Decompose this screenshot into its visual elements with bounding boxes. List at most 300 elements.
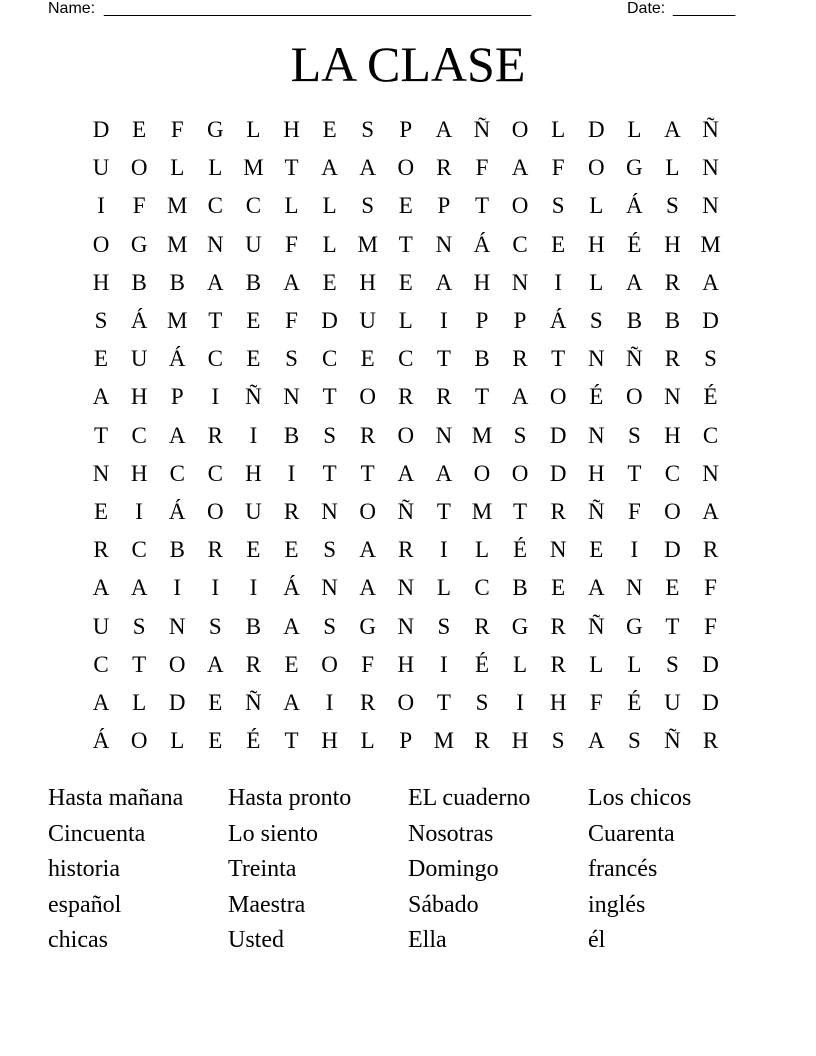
grid-letter[interactable]: S xyxy=(704,346,717,372)
grid-letter[interactable]: L xyxy=(474,537,490,563)
grid-letter[interactable]: F xyxy=(132,193,146,219)
grid-letter[interactable]: P xyxy=(399,117,413,143)
grid-letter[interactable]: A xyxy=(207,269,224,295)
grid-letter[interactable]: É xyxy=(627,689,642,715)
grid-letter[interactable]: M xyxy=(471,422,493,448)
grid-letter[interactable]: H xyxy=(664,231,681,257)
grid-letter[interactable]: O xyxy=(397,155,415,181)
grid-letter[interactable]: U xyxy=(664,689,681,715)
grid-letter[interactable]: G xyxy=(130,231,148,257)
grid-letter[interactable]: A xyxy=(664,117,681,143)
grid-letter[interactable]: M xyxy=(433,728,455,754)
word-bank-item: EL cuaderno xyxy=(408,785,531,811)
grid-letter[interactable]: C xyxy=(512,231,528,257)
grid-letter[interactable]: N xyxy=(283,384,300,410)
grid-letter[interactable]: G xyxy=(626,155,643,181)
grid-letter[interactable]: B xyxy=(169,269,185,295)
grid-letter[interactable]: A xyxy=(587,575,605,601)
grid-letter[interactable]: U xyxy=(92,613,110,639)
grid-letter[interactable]: A xyxy=(283,613,300,639)
grid-letter[interactable]: H xyxy=(549,689,567,715)
grid-letter[interactable]: E xyxy=(246,346,261,372)
grid-letter[interactable]: I xyxy=(249,575,258,601)
grid-letter[interactable]: I xyxy=(135,498,143,524)
grid-letter[interactable]: O xyxy=(397,689,415,715)
grid-letter[interactable]: I xyxy=(440,308,448,334)
grid-letter[interactable]: R xyxy=(207,422,223,448)
grid-letter[interactable]: N xyxy=(321,498,338,524)
grid-letter[interactable]: A xyxy=(321,155,338,181)
grid-letter[interactable]: N xyxy=(207,231,224,257)
grid-letter[interactable]: A xyxy=(168,422,186,448)
grid-letter[interactable]: H xyxy=(321,728,338,754)
word-bank-item: español xyxy=(48,891,122,918)
grid-letter[interactable]: R xyxy=(512,346,528,372)
grid-letter[interactable]: Ñ xyxy=(397,498,415,524)
grid-letter[interactable]: D xyxy=(702,651,719,677)
grid-letter[interactable]: E xyxy=(132,117,147,143)
grid-letter[interactable]: M xyxy=(471,498,493,524)
grid-letter[interactable]: S xyxy=(323,422,336,448)
grid-letter[interactable]: L xyxy=(627,651,642,677)
grid-letter[interactable]: L xyxy=(589,269,604,295)
grid-letter[interactable]: U xyxy=(245,498,262,524)
grid-letter[interactable]: A xyxy=(92,689,110,715)
grid-letter[interactable]: A xyxy=(359,537,377,563)
grid-letter[interactable]: E xyxy=(322,117,337,143)
grid-letter[interactable]: B xyxy=(626,308,643,334)
grid-letter[interactable]: L xyxy=(436,575,451,601)
grid-letter[interactable]: A xyxy=(359,575,377,601)
grid-letter[interactable]: H xyxy=(587,460,605,486)
grid-letter[interactable]: G xyxy=(626,613,643,639)
grid-letter[interactable]: S xyxy=(94,308,108,334)
grid-letter[interactable]: O xyxy=(359,384,377,410)
grid-letter[interactable]: I xyxy=(287,460,296,486)
grid-letter[interactable]: T xyxy=(284,728,299,754)
grid-letter[interactable]: N xyxy=(587,346,605,372)
grid-row xyxy=(82,340,734,378)
grid-letter[interactable]: N xyxy=(435,231,453,257)
grid-letter[interactable]: S xyxy=(437,613,451,639)
grid-letter[interactable]: O xyxy=(511,460,529,486)
grid-letter[interactable]: B xyxy=(169,537,185,563)
grid-letter[interactable]: T xyxy=(436,689,451,715)
grid-letter[interactable]: D xyxy=(702,308,719,334)
grid-letter[interactable]: C xyxy=(93,651,109,677)
grid-row xyxy=(82,722,734,760)
grid-letter[interactable]: A xyxy=(587,728,605,754)
grid-letter[interactable]: B xyxy=(474,346,490,372)
grid-letter[interactable]: Ñ xyxy=(702,117,719,143)
grid-letter[interactable]: N xyxy=(702,460,719,486)
grid-letter[interactable]: O xyxy=(397,422,415,448)
grid-letter[interactable]: O xyxy=(321,651,338,677)
grid-letter[interactable]: R xyxy=(398,384,414,410)
grid-letter[interactable]: B xyxy=(664,308,681,334)
grid-letter[interactable]: D xyxy=(549,422,567,448)
grid-letter[interactable]: I xyxy=(211,384,220,410)
grid-letter[interactable]: O xyxy=(626,384,643,410)
grid-letter[interactable]: S xyxy=(323,613,336,639)
grid-letter[interactable]: I xyxy=(173,575,182,601)
grid-letter[interactable]: C xyxy=(245,193,262,219)
grid-letter[interactable]: É xyxy=(703,384,718,410)
grid-letter[interactable]: N xyxy=(435,422,453,448)
grid-letter[interactable]: I xyxy=(630,537,639,563)
grid-letter[interactable]: L xyxy=(360,728,375,754)
grid-letter[interactable]: E xyxy=(94,498,109,524)
grid-letter[interactable]: N xyxy=(321,575,338,601)
grid-letter[interactable]: H xyxy=(397,651,415,677)
word-bank-item: Treinta xyxy=(228,856,297,882)
grid-letter[interactable]: G xyxy=(511,613,529,639)
grid-letter[interactable]: H xyxy=(130,460,148,486)
grid-letter[interactable]: R xyxy=(550,498,566,524)
grid-letter[interactable]: F xyxy=(170,117,184,143)
grid-letter[interactable]: S xyxy=(132,613,146,639)
grid-letter[interactable]: N xyxy=(168,613,186,639)
grid-letter[interactable]: A xyxy=(130,575,148,601)
grid-letter[interactable]: Á xyxy=(130,308,148,334)
grid-letter[interactable]: B xyxy=(245,269,262,295)
grid-letter[interactable]: L xyxy=(398,308,413,334)
grid-letter[interactable]: T xyxy=(627,460,642,486)
grid-letter[interactable]: O xyxy=(92,231,110,257)
grid-letter[interactable]: E xyxy=(284,651,299,677)
grid-letter[interactable]: R xyxy=(398,537,414,563)
grid-letter[interactable]: Á xyxy=(549,308,567,334)
grid-letter[interactable]: A xyxy=(359,155,377,181)
grid-letter[interactable]: T xyxy=(551,346,566,372)
grid-letter[interactable]: N xyxy=(397,575,415,601)
grid-letter[interactable]: B xyxy=(283,422,300,448)
grid-letter[interactable]: T xyxy=(132,651,147,677)
grid-letter[interactable]: H xyxy=(245,460,262,486)
grid-letter[interactable]: L xyxy=(322,231,337,257)
grid-letter[interactable]: A xyxy=(702,269,719,295)
grid-letter[interactable]: S xyxy=(285,346,298,372)
grid-letter[interactable]: E xyxy=(208,728,223,754)
grid-letter[interactable]: A xyxy=(397,460,415,486)
grid-letter[interactable]: H xyxy=(511,728,529,754)
grid-letter[interactable]: A xyxy=(511,155,529,181)
grid-letter[interactable]: M xyxy=(167,193,188,219)
grid-letter[interactable]: F xyxy=(285,231,298,257)
grid-letter[interactable]: T xyxy=(474,384,490,410)
grid-letter[interactable]: F xyxy=(475,155,489,181)
grid-letter[interactable]: A xyxy=(92,384,110,410)
grid-letter[interactable]: S xyxy=(361,117,375,143)
grid-letter[interactable]: D xyxy=(549,460,567,486)
grid-letter[interactable]: É xyxy=(589,384,604,410)
grid-letter[interactable]: E xyxy=(398,193,413,219)
grid-letter[interactable]: Ñ xyxy=(473,117,491,143)
grid-letter[interactable]: F xyxy=(627,498,641,524)
grid-letter[interactable]: M xyxy=(167,308,188,334)
grid-letter[interactable]: N xyxy=(92,460,110,486)
grid-letter[interactable]: H xyxy=(92,269,110,295)
grid-letter[interactable]: O xyxy=(511,117,529,143)
grid-letter[interactable]: L xyxy=(208,155,223,181)
grid-letter[interactable]: S xyxy=(551,193,565,219)
grid-letter[interactable]: S xyxy=(475,689,489,715)
grid-letter[interactable]: S xyxy=(208,613,222,639)
grid-letter[interactable]: F xyxy=(361,651,375,677)
grid-letter[interactable]: R xyxy=(702,728,719,754)
grid-letter[interactable]: Á xyxy=(283,575,300,601)
grid-letter[interactable]: Á xyxy=(92,728,110,754)
grid-letter[interactable]: N xyxy=(549,537,567,563)
grid-letter[interactable]: E xyxy=(360,346,375,372)
grid-letter[interactable]: E xyxy=(284,537,299,563)
grid-letter[interactable]: É xyxy=(513,537,528,563)
grid-letter[interactable]: S xyxy=(323,537,336,563)
grid-letter[interactable]: L xyxy=(246,117,261,143)
grid-letter[interactable]: O xyxy=(207,498,224,524)
grid-letter[interactable]: Ñ xyxy=(626,346,643,372)
grid-letter[interactable]: A xyxy=(283,269,300,295)
grid-letter[interactable]: R xyxy=(360,422,376,448)
grid-letter[interactable]: E xyxy=(246,537,261,563)
grid-letter[interactable]: E xyxy=(398,269,413,295)
grid-letter[interactable]: R xyxy=(474,728,490,754)
grid-letter[interactable]: U xyxy=(245,231,262,257)
grid-letter[interactable]: L xyxy=(513,651,528,677)
grid-letter[interactable]: A xyxy=(626,269,643,295)
grid-letter[interactable]: Ñ xyxy=(587,613,605,639)
grid-letter[interactable]: I xyxy=(516,689,524,715)
grid-letter[interactable]: C xyxy=(664,460,681,486)
grid-letter[interactable]: M xyxy=(357,231,378,257)
grid-letter[interactable]: É xyxy=(474,651,490,677)
grid-letter[interactable]: Ñ xyxy=(245,689,262,715)
grid-letter[interactable]: H xyxy=(359,269,377,295)
grid-letter[interactable]: E xyxy=(94,346,109,372)
grid-letter[interactable]: S xyxy=(666,651,679,677)
grid-letter[interactable]: L xyxy=(132,689,147,715)
grid-letter[interactable]: B xyxy=(245,613,262,639)
grid-letter[interactable]: S xyxy=(666,193,679,219)
grid-letter[interactable]: O xyxy=(130,155,148,181)
grid-letter[interactable]: L xyxy=(170,155,185,181)
grid-letter[interactable]: D xyxy=(321,308,338,334)
grid-letter[interactable]: I xyxy=(440,537,448,563)
grid-letter[interactable]: R xyxy=(436,155,452,181)
grid-letter[interactable]: G xyxy=(207,117,224,143)
grid-letter[interactable]: S xyxy=(589,308,603,334)
grid-letter[interactable]: O xyxy=(587,155,605,181)
grid-letter[interactable]: T xyxy=(360,460,375,486)
grid-letter[interactable]: T xyxy=(513,498,528,524)
grid-letter[interactable]: P xyxy=(475,308,489,334)
grid-letter[interactable]: N xyxy=(511,269,529,295)
grid-letter[interactable]: T xyxy=(322,384,337,410)
grid-letter[interactable]: B xyxy=(512,575,528,601)
grid-letter[interactable]: T xyxy=(284,155,299,181)
grid-letter[interactable]: R xyxy=(664,346,681,372)
grid-letter[interactable]: Á xyxy=(168,498,186,524)
grid-letter[interactable]: S xyxy=(551,728,565,754)
grid-letter[interactable]: P xyxy=(437,193,451,219)
grid-letter[interactable]: N xyxy=(664,384,681,410)
grid-letter[interactable]: Ñ xyxy=(587,498,605,524)
grid-letter[interactable]: É xyxy=(246,728,261,754)
grid-letter[interactable]: E xyxy=(551,575,566,601)
grid-letter[interactable]: C xyxy=(131,422,147,448)
grid-letter[interactable]: L xyxy=(170,728,185,754)
grid-letter[interactable]: E xyxy=(322,269,337,295)
grid-letter[interactable]: D xyxy=(664,537,681,563)
grid-letter[interactable]: D xyxy=(702,689,719,715)
grid-letter[interactable]: L xyxy=(551,117,566,143)
grid-letter[interactable]: I xyxy=(249,422,258,448)
grid-letter[interactable]: L xyxy=(589,193,604,219)
grid-letter[interactable]: A xyxy=(435,117,453,143)
grid-letter[interactable]: U xyxy=(130,346,148,372)
grid-letter[interactable]: O xyxy=(359,498,377,524)
grid-letter[interactable]: H xyxy=(283,117,300,143)
grid-letter[interactable]: A xyxy=(283,689,300,715)
grid-letter[interactable]: R xyxy=(664,269,681,295)
date-label: Date: xyxy=(627,0,666,17)
grid-letter[interactable]: E xyxy=(551,231,566,257)
grid-letter[interactable]: C xyxy=(321,346,338,372)
grid-letter[interactable]: T xyxy=(94,422,109,448)
grid-letter[interactable]: S xyxy=(361,193,375,219)
grid-letter[interactable]: A xyxy=(207,651,224,677)
grid-letter[interactable]: T xyxy=(208,308,223,334)
date-field[interactable]: _______ xyxy=(673,0,736,17)
grid-letter[interactable]: T xyxy=(665,613,680,639)
grid-letter[interactable]: I xyxy=(440,651,448,677)
grid-letter[interactable]: L xyxy=(322,193,337,219)
grid-letter[interactable]: H xyxy=(130,384,148,410)
grid-letter[interactable]: H xyxy=(664,422,681,448)
grid-letter[interactable]: R xyxy=(245,651,262,677)
grid-letter[interactable]: E xyxy=(246,308,261,334)
grid-letter[interactable]: U xyxy=(359,308,377,334)
grid-letter[interactable]: D xyxy=(168,689,186,715)
grid-letter[interactable]: O xyxy=(130,728,148,754)
grid-letter[interactable]: R xyxy=(283,498,300,524)
grid-letter[interactable]: O xyxy=(168,651,186,677)
grid-letter[interactable]: H xyxy=(473,269,491,295)
grid-letter[interactable]: N xyxy=(626,575,643,601)
grid-letter[interactable]: E xyxy=(665,575,680,601)
grid-letter[interactable]: I xyxy=(211,575,220,601)
grid-letter[interactable]: A xyxy=(435,460,453,486)
grid-letter[interactable]: E xyxy=(208,689,223,715)
grid-letter[interactable]: R xyxy=(550,613,566,639)
grid-letter[interactable]: T xyxy=(436,346,451,372)
grid-letter[interactable]: T xyxy=(398,231,413,257)
grid-letter[interactable]: F xyxy=(551,155,565,181)
grid-letter[interactable]: Á xyxy=(626,193,643,219)
grid-letter[interactable]: A xyxy=(511,384,529,410)
grid-letter[interactable]: B xyxy=(131,269,147,295)
grid-letter[interactable]: O xyxy=(511,193,529,219)
name-field[interactable]: ________________________________________________ xyxy=(104,0,532,17)
grid-letter[interactable]: F xyxy=(589,689,603,715)
grid-letter[interactable]: I xyxy=(97,193,105,219)
grid-letter[interactable]: M xyxy=(167,231,188,257)
grid-letter[interactable]: R xyxy=(360,689,376,715)
grid-letter[interactable]: I xyxy=(325,689,334,715)
grid-letter[interactable]: F xyxy=(704,613,717,639)
grid-letter[interactable]: Ñ xyxy=(245,384,262,410)
grid-letter[interactable]: C xyxy=(474,575,490,601)
grid-letter[interactable]: T xyxy=(322,460,337,486)
grid-letter[interactable]: N xyxy=(702,155,719,181)
grid-letter[interactable]: H xyxy=(587,231,605,257)
header xyxy=(48,0,748,20)
grid-letter[interactable]: O xyxy=(473,460,491,486)
grid-letter[interactable]: A xyxy=(702,498,719,524)
grid-letter[interactable]: C xyxy=(702,422,719,448)
grid-row xyxy=(82,569,734,607)
grid-letter[interactable]: L xyxy=(627,117,642,143)
grid-letter[interactable]: E xyxy=(589,537,604,563)
grid-letter[interactable]: T xyxy=(474,193,490,219)
grid-letter[interactable]: R xyxy=(550,651,566,677)
grid-letter[interactable]: A xyxy=(435,269,453,295)
grid-letter[interactable]: O xyxy=(549,384,567,410)
grid-letter[interactable]: P xyxy=(170,384,184,410)
grid-letter[interactable]: R xyxy=(436,384,452,410)
grid-letter[interactable]: N xyxy=(702,193,719,219)
grid-letter[interactable]: C xyxy=(169,460,185,486)
grid-letter[interactable]: M xyxy=(243,155,264,181)
grid-letter[interactable]: G xyxy=(359,613,377,639)
grid-letter[interactable]: C xyxy=(207,193,223,219)
grid-letter[interactable]: S xyxy=(627,728,641,754)
grid-letter[interactable]: R xyxy=(207,537,223,563)
grid-letter[interactable]: C xyxy=(131,537,147,563)
grid-letter[interactable]: P xyxy=(399,728,413,754)
grid-letter[interactable]: C xyxy=(207,460,223,486)
grid-letter[interactable]: C xyxy=(207,346,223,372)
grid-letter[interactable]: Á xyxy=(168,346,186,372)
grid-letter[interactable]: F xyxy=(285,308,298,334)
grid-letter[interactable]: R xyxy=(93,537,109,563)
grid-letter[interactable]: D xyxy=(92,117,110,143)
grid-letter[interactable]: R xyxy=(474,613,490,639)
grid-letter[interactable]: D xyxy=(587,117,605,143)
grid-letter[interactable]: S xyxy=(627,422,641,448)
grid-letter[interactable]: C xyxy=(398,346,414,372)
grid-letter[interactable]: S xyxy=(513,422,527,448)
grid-letter[interactable]: L xyxy=(665,155,680,181)
grid-letter[interactable]: T xyxy=(436,498,451,524)
grid-letter[interactable]: I xyxy=(554,269,562,295)
grid-letter[interactable]: M xyxy=(700,231,721,257)
grid-letter[interactable]: U xyxy=(92,155,110,181)
grid-letter[interactable]: L xyxy=(284,193,299,219)
grid-letter[interactable]: N xyxy=(587,422,605,448)
grid-letter[interactable]: O xyxy=(664,498,681,524)
grid-letter[interactable]: P xyxy=(513,308,527,334)
word-bank-item: Maestra xyxy=(228,891,306,918)
grid-letter[interactable]: F xyxy=(704,575,717,601)
grid-letter[interactable]: É xyxy=(627,231,642,257)
grid-letter[interactable]: A xyxy=(92,575,110,601)
grid-letter[interactable]: N xyxy=(397,613,415,639)
grid-letter[interactable]: R xyxy=(702,537,719,563)
grid-letter[interactable]: Ñ xyxy=(664,728,681,754)
grid-letter[interactable]: L xyxy=(589,651,604,677)
grid-letter[interactable]: Á xyxy=(473,231,491,257)
